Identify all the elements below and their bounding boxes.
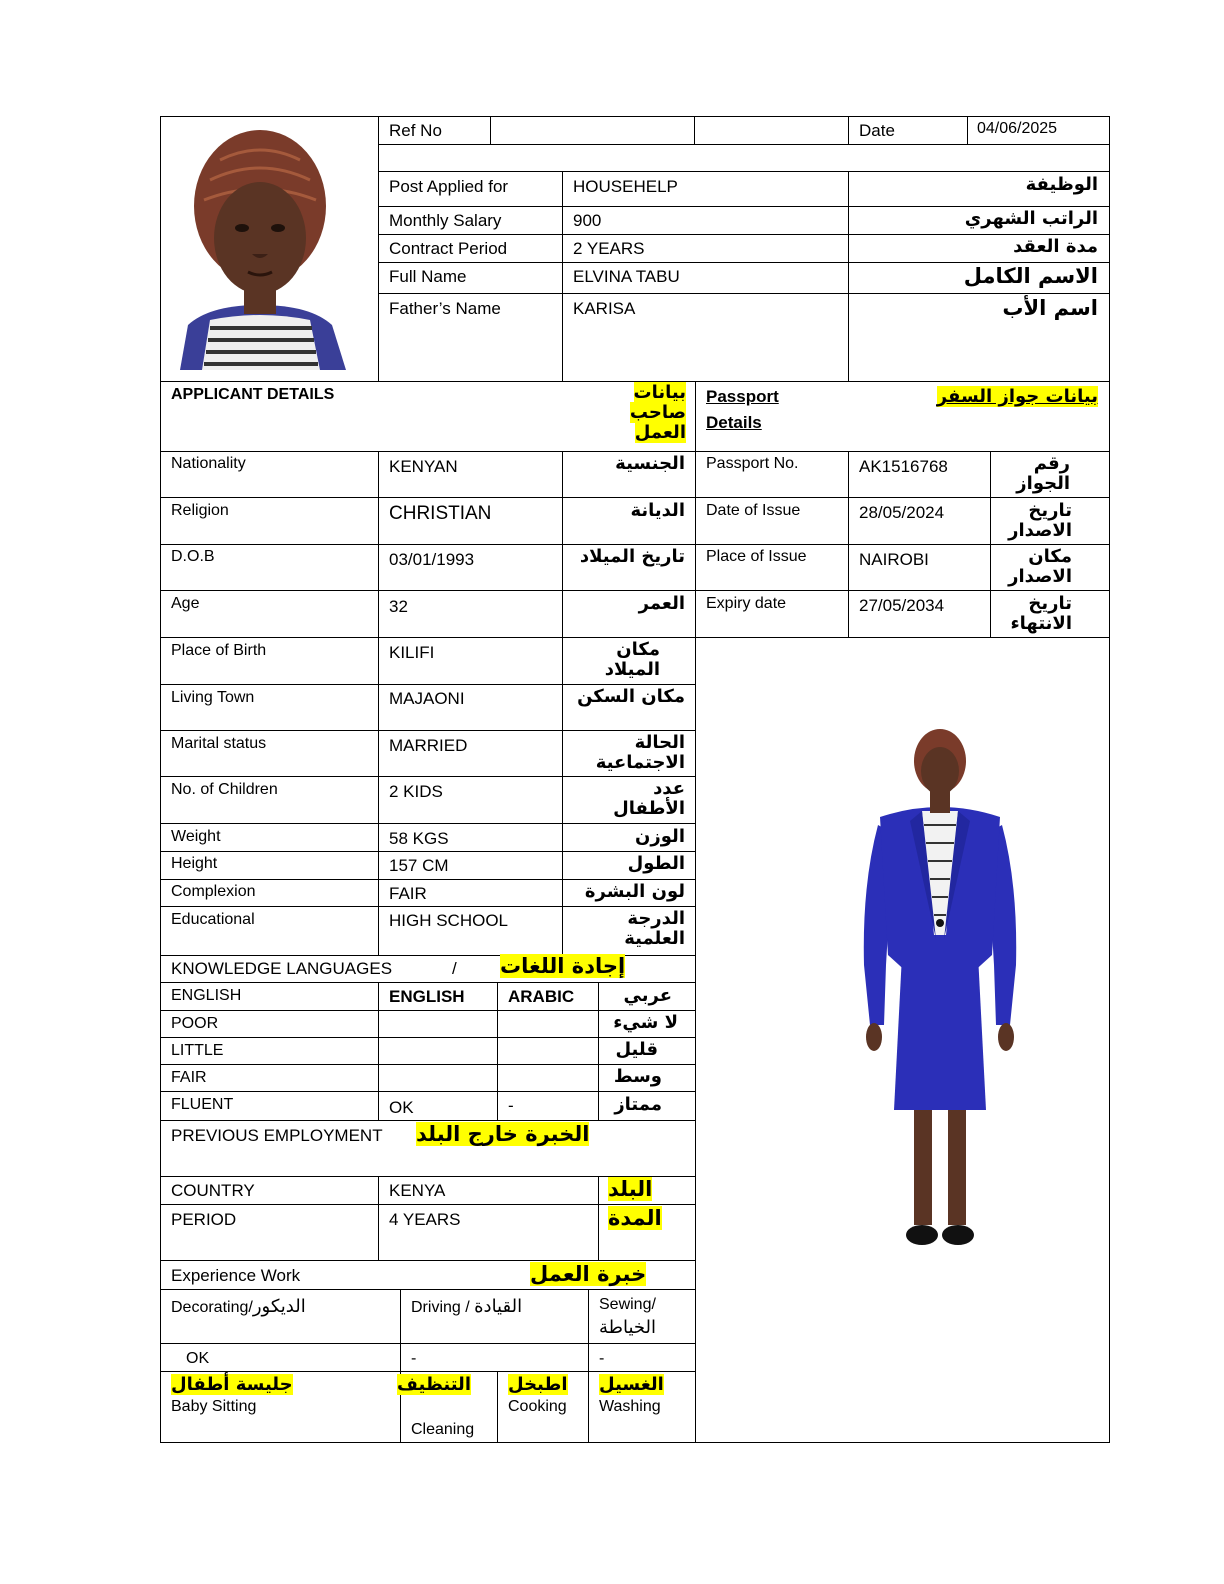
religion-ar: الديانة	[630, 500, 685, 521]
date-label: Date	[859, 121, 895, 140]
father-label: Father’s Name	[389, 299, 501, 318]
nationality-ar: الجنسية	[615, 453, 685, 474]
children-ar: عدد الأطفال	[613, 778, 685, 819]
issue-date-ar: تاريخ الاصدار	[1008, 500, 1072, 541]
nationality-value: KENYAN	[389, 457, 458, 476]
children-value: 2 KIDS	[389, 782, 443, 801]
decorating-ar: الديكور	[252, 1296, 306, 1317]
fullname-label: Full Name	[389, 267, 467, 286]
expiry-value: 27/05/2034	[859, 596, 945, 615]
dob-ar: تاريخ الميلاد	[579, 546, 685, 567]
fullname-ar: الاسم الكامل	[963, 264, 1098, 288]
decorating-value: OK	[186, 1350, 210, 1367]
passport-details-ar: بيانات جواز السفر	[936, 386, 1098, 407]
cooking-ar: اطبخل	[508, 1374, 568, 1395]
living-town-ar: مكان السكن	[577, 686, 685, 707]
period-label: PERIOD	[171, 1210, 237, 1229]
post-label: Post Applied for	[389, 177, 509, 196]
sewing-value: -	[599, 1350, 605, 1367]
driving-label: Driving / القيادة	[411, 1296, 523, 1317]
lang-level-fair-ar: وسط	[613, 1066, 662, 1087]
education-ar: الدرجة العلمية	[624, 908, 685, 949]
marital-value: MARRIED	[389, 736, 468, 755]
cleaning-label: Cleaning	[411, 1421, 475, 1438]
sewing-label: Sewing/ الخياطة	[599, 1294, 689, 1340]
dob-value: 03/01/1993	[389, 550, 475, 569]
lang-level-poor-ar: لا شيء	[613, 1012, 678, 1033]
lang-col-arabic: ARABIC	[508, 987, 575, 1006]
contract-ar: مدة العقد	[1013, 236, 1098, 257]
lang-level-little: LITTLE	[171, 1042, 224, 1059]
weight-value: 58 KGS	[389, 829, 449, 848]
applicant-headshot	[170, 120, 352, 370]
post-value: HOUSEHELP	[573, 177, 678, 196]
salary-ar: الراتب الشهري	[964, 208, 1098, 229]
issue-place-label: Place of Issue	[706, 548, 807, 565]
birthplace-ar: مكان الميلاد	[604, 639, 660, 680]
nationality-label: Nationality	[171, 455, 246, 472]
period-ar: المدة	[608, 1206, 662, 1230]
lang-fluent-english: OK	[389, 1098, 414, 1117]
height-value: 157 CM	[389, 856, 449, 875]
fullname-value: ELVINA TABU	[573, 267, 680, 286]
age-ar: العمر	[638, 593, 685, 614]
languages-heading: KNOWLEDGE LANGUAGES	[171, 959, 393, 978]
birthplace-value: KILIFI	[389, 643, 435, 662]
complexion-label: Complexion	[171, 883, 256, 900]
period-value: 4 YEARS	[389, 1210, 461, 1229]
expiry-ar: تاريخ الانتهاء	[1010, 593, 1072, 634]
languages-heading-ar: إجادة اللغات	[500, 954, 626, 978]
country-label: COUNTRY	[171, 1181, 255, 1200]
driving-value: -	[411, 1350, 417, 1367]
passport-no-value: AK1516768	[859, 457, 948, 476]
passport-no-ar: رقم الجواز	[1016, 453, 1070, 494]
baby-sitting-label: Baby Sitting	[171, 1398, 257, 1415]
decorating-label: Decorating/الديكور	[171, 1296, 306, 1317]
cooking-label: Cooking	[508, 1398, 567, 1415]
lang-level-fluent-ar: ممتاز	[614, 1094, 662, 1115]
lang-col-english: ENGLISH	[389, 987, 465, 1006]
issue-place-value: NAIROBI	[859, 550, 929, 569]
washing-label: Washing	[599, 1398, 661, 1415]
issue-date-label: Date of Issue	[706, 502, 801, 519]
baby-sitting-ar: جليسة أطفال	[171, 1374, 293, 1395]
lang-col-arabic-ar: عربي	[623, 985, 672, 1006]
age-label: Age	[171, 595, 200, 612]
birthplace-label: Place of Birth	[171, 642, 267, 659]
lang-col-level: ENGLISH	[171, 987, 242, 1004]
contract-label: Contract Period	[389, 239, 508, 258]
experience-heading: Experience Work	[171, 1266, 301, 1285]
lang-level-fair: FAIR	[171, 1069, 207, 1086]
lang-level-little-ar: قليل	[615, 1039, 658, 1060]
complexion-ar: لون البشرة	[584, 881, 685, 902]
country-value: KENYA	[389, 1181, 446, 1200]
employment-heading: PREVIOUS EMPLOYMENT	[171, 1126, 383, 1145]
education-label: Educational	[171, 911, 255, 928]
height-label: Height	[171, 855, 218, 872]
date-value: 04/06/2025	[977, 120, 1058, 137]
children-label: No. of Children	[171, 781, 278, 798]
washing-ar: الغسيل	[599, 1374, 664, 1395]
father-value: KARISA	[573, 299, 636, 318]
religion-label: Religion	[171, 502, 229, 519]
salary-value: 900	[573, 211, 602, 230]
living-town-value: MAJAONI	[389, 689, 465, 708]
applicant-fullbody-photo	[850, 725, 1030, 1255]
applicant-details-heading: APPLICANT DETAILS	[171, 386, 335, 403]
passport-details-heading: Passport Details	[706, 387, 779, 432]
weight-ar: الوزن	[635, 826, 685, 847]
driving-ar: القيادة	[474, 1296, 523, 1317]
father-ar: اسم الأب	[1002, 296, 1098, 320]
passport-no-label: Passport No.	[706, 455, 799, 472]
issue-place-ar: مكان الاصدار	[1008, 546, 1072, 587]
issue-date-value: 28/05/2024	[859, 503, 945, 522]
lang-level-poor: POOR	[171, 1015, 219, 1032]
dob-label: D.O.B	[171, 548, 215, 565]
living-town-label: Living Town	[171, 689, 255, 706]
experience-heading-ar: خبرة العمل	[530, 1262, 647, 1286]
weight-label: Weight	[171, 828, 221, 845]
contract-value: 2 YEARS	[573, 239, 645, 258]
complexion-value: FAIR	[389, 884, 427, 903]
expiry-label: Expiry date	[706, 595, 787, 612]
applicant-details-ar: بيانات صاحب العمل	[629, 382, 686, 443]
height-ar: الطول	[627, 853, 685, 874]
marital-label: Marital status	[171, 735, 267, 752]
employment-heading-ar: الخبرة خارج البلد	[416, 1122, 590, 1146]
lang-level-fluent: FLUENT	[171, 1096, 234, 1113]
lang-fluent-arabic: -	[508, 1096, 514, 1115]
languages-separator: /	[452, 959, 457, 978]
cleaning-ar: التنظيف	[397, 1374, 471, 1395]
marital-ar: الحالة الاجتماعية	[595, 732, 685, 773]
education-value: HIGH SCHOOL	[389, 911, 509, 930]
age-value: 32	[389, 597, 408, 616]
religion-value: CHRISTIAN	[389, 503, 492, 524]
ref-no-label: Ref No	[389, 121, 442, 140]
post-ar: الوظيفة	[1025, 174, 1098, 195]
country-ar: البلد	[608, 1177, 653, 1201]
salary-label: Monthly Salary	[389, 211, 502, 230]
sewing-ar: الخياطة	[599, 1317, 656, 1338]
